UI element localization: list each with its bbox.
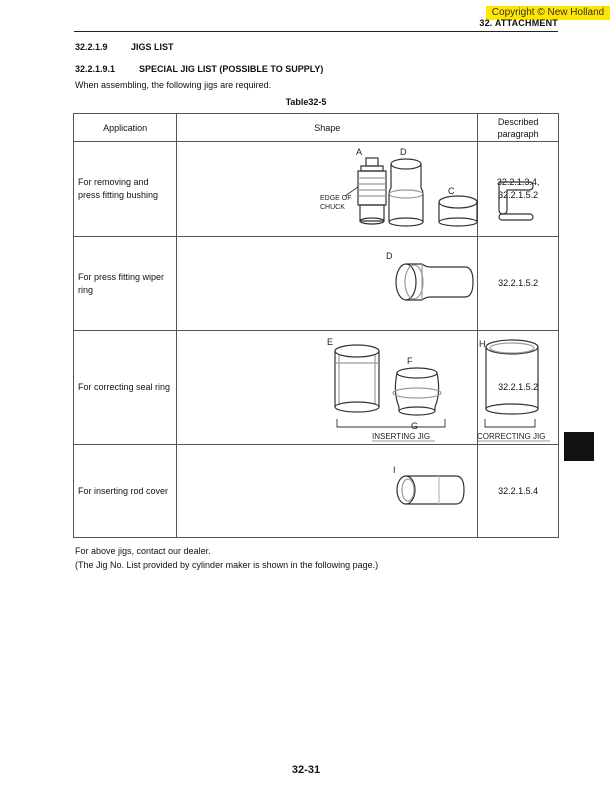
label-inserting-jig: INSERTING JIG [372, 432, 431, 441]
header-paragraph-text: Described paragraph [497, 116, 539, 139]
jigs-table [73, 113, 559, 538]
section-tab-marker [564, 432, 594, 461]
row-paragraph: 32.2.1.5.4 [478, 445, 559, 538]
row-paragraph [478, 142, 559, 237]
label-c: C [448, 186, 455, 196]
section-heading [75, 42, 174, 52]
section-number: 32.2.1.9 [75, 42, 108, 52]
label-edge-of: EDGE OF [320, 195, 352, 202]
label-i: I [393, 465, 396, 475]
label-d: D [400, 147, 407, 157]
subsection-number: 32.2.1.9.1 [75, 64, 116, 74]
page-number: 32-31 [291, 764, 321, 776]
header-application: Application [74, 114, 177, 142]
table-row [74, 237, 559, 331]
label-chuck: CHUCK [320, 204, 346, 211]
copyright-banner: Copyright © New Holland [486, 6, 610, 20]
table-header-row [74, 114, 559, 142]
row-paragraph: 32.2.1.5.2 [478, 237, 559, 331]
note-jig-list: (The Jig No. List provided by cylinder maker is shown in the following page.) [75, 560, 379, 570]
wiper-ring-jig-figure [177, 237, 470, 330]
label-d: D [386, 251, 393, 261]
label-a: A [356, 147, 363, 157]
table-title: Table32-5 [285, 97, 327, 107]
label-f: F [407, 356, 413, 366]
chapter-title: 32. ATTACHMENT [479, 18, 558, 28]
table-row [74, 331, 559, 445]
bushing-jig-figure [177, 142, 470, 236]
table-row [74, 142, 559, 237]
table-row [74, 445, 559, 538]
subsection-heading [75, 64, 323, 74]
row-application: For correcting seal ring [74, 331, 177, 445]
row-paragraph: 32.2.1.5.2 [478, 331, 559, 445]
intro-text: When assembling, the following jigs are required. [75, 80, 272, 90]
row-application: For removing and press fitting bushing [74, 142, 177, 237]
rod-cover-jig-figure [177, 445, 470, 537]
section-title: JIGS LIST [131, 42, 174, 52]
row-shape [177, 237, 478, 331]
paragraph-ref: 32.2.1.3.4, 32.2.1.5.2 [496, 177, 540, 200]
header-paragraph [478, 114, 559, 142]
label-e: E [327, 337, 334, 347]
header-shape: Shape [177, 114, 478, 142]
note-contact-dealer: For above jigs, contact our dealer. [75, 546, 211, 556]
header-rule [74, 31, 558, 32]
label-correcting-jig: CORRECTING JIG [477, 432, 546, 441]
subsection-title: SPECIAL JIG LIST (POSSIBLE TO SUPPLY) [139, 64, 324, 74]
row-shape [177, 142, 478, 237]
label-g: G [411, 421, 419, 431]
row-shape [177, 445, 478, 538]
row-application: For inserting rod cover [74, 445, 177, 538]
label-h: H [479, 339, 486, 349]
row-application: For press fitting wiper ring [74, 237, 177, 331]
